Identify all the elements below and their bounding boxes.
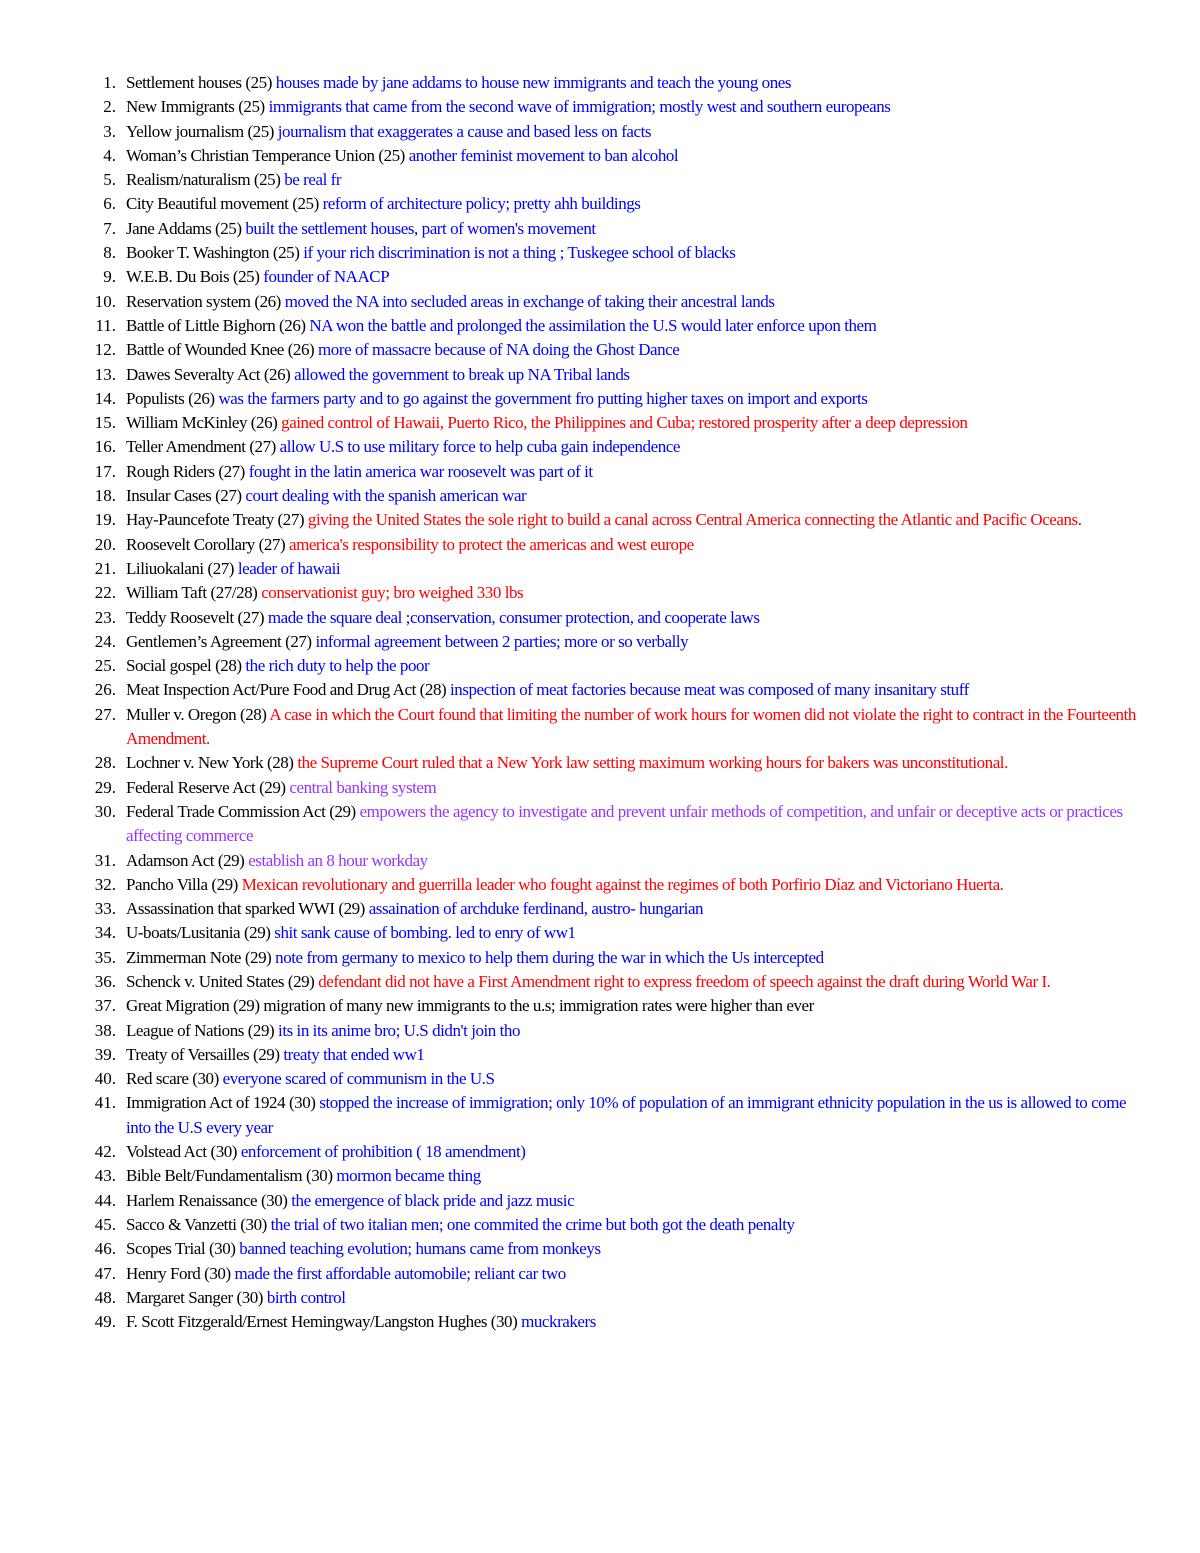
item-number: 36. (94, 971, 116, 991)
list-item (0, 508, 1200, 532)
item-number: 32. (94, 874, 116, 894)
item-number: 42. (94, 1142, 116, 1162)
item-term: W.E.B. Du Bois (25) (126, 267, 264, 287)
item-definition: shit sank cause of bombing. led to enry of ww1 (274, 923, 576, 943)
item-definition: made the square deal ;conservation, consumer protection, and cooperate laws (267, 607, 760, 627)
item-term: Dawes Severalty Act (26) (126, 364, 295, 384)
item-number: 43. (94, 1166, 116, 1186)
item-term: Insular Cases (27) (126, 486, 246, 506)
item-term: Red scare (30) (126, 1069, 223, 1089)
list-item (0, 897, 1200, 921)
item-definition: reform of architecture policy; pretty ahh buildings (322, 194, 641, 214)
item-number: 9. (103, 267, 116, 287)
item-definition: birth control (266, 1287, 346, 1307)
item-definition: if your rich discrimination is not a thing ; Tuskegee school of blacks (303, 243, 736, 263)
list-item (0, 776, 1200, 800)
list-item (0, 1091, 1200, 1140)
list-item (0, 1237, 1200, 1261)
item-definition: treaty that ended ww1 (283, 1044, 425, 1064)
item-term: Bible Belt/Fundamentalism (30) (126, 1166, 337, 1186)
item-number: 41. (94, 1093, 116, 1113)
item-number: 23. (94, 607, 116, 627)
list-item (0, 241, 1200, 265)
item-definition: muckrakers (521, 1312, 596, 1332)
item-number: 27. (94, 704, 116, 724)
item-definition: assaination of archduke ferdinand, austro- hungarian (368, 899, 704, 919)
item-definition: migration of many new immigrants to the u.s; immigration rates were higher than ever (263, 996, 814, 1016)
item-term: New Immigrants (25) (126, 97, 269, 117)
list-item (0, 994, 1200, 1018)
list-item (0, 1286, 1200, 1310)
item-definition: journalism that exaggerates a cause and based less on facts (277, 121, 652, 141)
item-number: 13. (94, 364, 116, 384)
item-term: Woman’s Christian Temperance Union (25) (126, 145, 409, 165)
item-number: 10. (94, 291, 116, 311)
item-definition: america's responsibility to protect the americas and west europe (288, 534, 694, 554)
list-item (0, 557, 1200, 581)
list-item (0, 290, 1200, 314)
item-term: League of Nations (29) (126, 1020, 279, 1040)
item-number: 40. (94, 1069, 116, 1089)
list-item (0, 120, 1200, 144)
list-item (0, 217, 1200, 241)
list-item (0, 192, 1200, 216)
item-term: Schenck v. United States (29) (126, 971, 319, 991)
list-item (0, 1164, 1200, 1188)
item-term: Immigration Act of 1924 (30) (126, 1093, 320, 1113)
item-definition: the trial of two italian men; one commited the crime but both got the death penalty (270, 1214, 795, 1234)
item-definition: made the first affordable automobile; reliant car two (234, 1263, 566, 1283)
item-number: 14. (94, 388, 116, 408)
item-definition: was the farmers party and to go against the government fro putting higher taxes on import and exports (218, 388, 868, 408)
item-term: Teller Amendment (27) (126, 437, 280, 457)
item-number: 12. (94, 340, 116, 360)
item-number: 5. (103, 170, 116, 190)
item-number: 31. (94, 850, 116, 870)
item-definition: note from germany to mexico to help them during the war in which the Us intercepted (275, 947, 824, 967)
list-item (0, 751, 1200, 775)
list-item (0, 265, 1200, 289)
item-definition: inspection of meat factories because meat was composed of many insanitary stuff (450, 680, 969, 700)
item-term: Meat Inspection Act/Pure Food and Drug Act (28) (126, 680, 451, 700)
item-definition: built the settlement houses, part of women's movement (245, 218, 596, 238)
item-term: William Taft (27/28) (126, 583, 262, 603)
item-term: Zimmerman Note (29) (126, 947, 276, 967)
item-term: Muller v. Oregon (28) (126, 704, 270, 724)
item-term: Scopes Trial (30) (126, 1239, 240, 1259)
item-definition: giving the United States the sole right to build a canal across Central America connecting the Atlantic and Pacific Oceans. (307, 510, 1082, 530)
item-number: 24. (94, 631, 116, 651)
item-term: William McKinley (26) (126, 413, 282, 433)
list-item (0, 144, 1200, 168)
list-item (0, 581, 1200, 605)
item-definition: defendant did not have a First Amendment right to express freedom of speech against the draft during World War I. (318, 971, 1051, 991)
item-definition: establish an 8 hour workday (248, 850, 428, 870)
item-number: 34. (94, 923, 116, 943)
item-number: 47. (94, 1263, 116, 1283)
item-term: Assassination that sparked WWI (29) (126, 899, 369, 919)
item-term: Social gospel (28) (126, 656, 246, 676)
item-number: 16. (94, 437, 116, 457)
item-term: Hay-Pauncefote Treaty (27) (126, 510, 308, 530)
list-item (0, 1189, 1200, 1213)
list-item (0, 921, 1200, 945)
list-item (0, 411, 1200, 435)
item-term: Margaret Sanger (30) (126, 1287, 267, 1307)
item-definition: houses made by jane addams to house new immigrants and teach the young ones (275, 73, 792, 92)
list-item (0, 387, 1200, 411)
item-number: 22. (94, 583, 116, 603)
item-number: 1. (103, 73, 116, 92)
list-item (0, 1019, 1200, 1043)
item-definition: leader of hawaii (237, 558, 341, 578)
list-item (0, 435, 1200, 459)
list-item (0, 703, 1200, 752)
item-term: Battle of Little Bighorn (26) (126, 315, 310, 335)
item-term: Harlem Renaissance (30) (126, 1190, 292, 1210)
list-item (0, 1310, 1200, 1334)
item-term: Great Migration (29) (126, 996, 264, 1016)
item-definition: stopped the increase of immigration; only 10% of population of an immigrant ethnicity population in the us is allowed to come into the U.S every year (126, 1093, 1127, 1137)
item-definition: the rich duty to help the poor (245, 656, 430, 676)
item-number: 25. (94, 656, 116, 676)
item-term: Henry Ford (30) (126, 1263, 235, 1283)
item-term: Roosevelt Corollary (27) (126, 534, 289, 554)
item-definition: NA won the battle and prolonged the assimilation the U.S would later enforce upon them (309, 315, 877, 335)
list-item (0, 606, 1200, 630)
list-item (0, 1140, 1200, 1164)
item-number: 37. (94, 996, 116, 1016)
item-number: 28. (94, 753, 116, 773)
item-definition: everyone scared of communism in the U.S (222, 1069, 495, 1089)
item-term: Booker T. Washington (25) (126, 243, 304, 263)
item-term: Yellow journalism (25) (126, 121, 278, 141)
item-number: 17. (94, 461, 116, 481)
item-number: 7. (103, 218, 116, 238)
item-definition: another feminist movement to ban alcohol (408, 145, 679, 165)
item-term: Settlement houses (25) (126, 73, 276, 92)
item-number: 4. (103, 145, 116, 165)
item-definition: allowed the government to break up NA Tribal lands (294, 364, 630, 384)
item-number: 19. (94, 510, 116, 530)
item-definition: enforcement of prohibition ( 18 amendment) (240, 1142, 526, 1162)
item-number: 6. (103, 194, 116, 214)
item-term: Volstead Act (30) (126, 1142, 241, 1162)
list-item (0, 338, 1200, 362)
item-definition: be real fr (284, 170, 342, 190)
item-definition: moved the NA into secluded areas in exchange of taking their ancestral lands (284, 291, 775, 311)
list-item (0, 1262, 1200, 1286)
item-term: U-boats/Lusitania (29) (126, 923, 275, 943)
item-definition: the emergence of black pride and jazz music (291, 1190, 575, 1210)
item-number: 21. (94, 558, 116, 578)
item-number: 3. (103, 121, 116, 141)
item-term: Populists (26) (126, 388, 219, 408)
list-item (0, 1067, 1200, 1091)
list-item (0, 460, 1200, 484)
list-item (0, 654, 1200, 678)
list-item (0, 1213, 1200, 1237)
item-term: Treaty of Versailles (29) (126, 1044, 284, 1064)
item-definition: conservationist guy; bro weighed 330 lbs (261, 583, 524, 603)
item-number: 44. (94, 1190, 116, 1210)
term-list (0, 71, 1200, 1334)
list-item (0, 71, 1200, 95)
item-term: Lochner v. New York (28) (126, 753, 298, 773)
item-term: Reservation system (26) (126, 291, 285, 311)
list-item (0, 630, 1200, 654)
item-term: Pancho Villa (29) (126, 874, 242, 894)
item-number: 49. (94, 1312, 116, 1332)
item-number: 29. (94, 777, 116, 797)
item-definition: gained control of Hawaii, Puerto Rico, the Philippines and Cuba; restored prosperity after a deep depression (281, 413, 968, 433)
item-term: Gentlemen’s Agreement (27) (126, 631, 316, 651)
item-number: 48. (94, 1287, 116, 1307)
item-term: F. Scott Fitzgerald/Ernest Hemingway/Langston Hughes (30) (126, 1312, 522, 1332)
item-definition: Mexican revolutionary and guerrilla leader who fought against the regimes of both Porfirio Díaz and Victoriano Huerta. (241, 874, 1004, 894)
item-term: Liliuokalani (27) (126, 558, 238, 578)
item-number: 35. (94, 947, 116, 967)
item-term: Federal Reserve Act (29) (126, 777, 290, 797)
item-term: Sacco & Vanzetti (30) (126, 1214, 271, 1234)
list-item (0, 873, 1200, 897)
item-number: 45. (94, 1214, 116, 1234)
item-number: 20. (94, 534, 116, 554)
item-number: 11. (95, 315, 116, 335)
item-number: 18. (94, 486, 116, 506)
item-term: Teddy Roosevelt (27) (126, 607, 268, 627)
item-term: Rough Riders (27) (126, 461, 249, 481)
item-number: 39. (94, 1044, 116, 1064)
list-item (0, 533, 1200, 557)
list-item (0, 849, 1200, 873)
item-definition: fought in the latin america war roosevelt was part of it (248, 461, 593, 481)
list-item (0, 363, 1200, 387)
item-definition: more of massacre because of NA doing the Ghost Dance (318, 340, 680, 360)
item-term: Battle of Wounded Knee (26) (126, 340, 319, 360)
item-definition: A case in which the Court found that limiting the number of work hours for women did not violate the right to contract in the Fourteenth Amendment. (126, 704, 1136, 749)
item-definition: court dealing with the spanish american war (245, 486, 527, 506)
list-item (0, 314, 1200, 338)
item-number: 46. (94, 1239, 116, 1259)
item-number: 30. (94, 801, 116, 821)
item-term: City Beautiful movement (25) (126, 194, 323, 214)
list-item (0, 168, 1200, 192)
list-item (0, 1043, 1200, 1067)
item-definition: central banking system (289, 777, 437, 797)
item-number: 2. (103, 97, 116, 117)
item-definition: informal agreement between 2 parties; more or so verbally (315, 631, 689, 651)
item-term: Federal Trade Commission Act (29) (126, 801, 360, 821)
item-definition: founder of NAACP (263, 267, 390, 287)
list-item (0, 946, 1200, 970)
list-item (0, 484, 1200, 508)
item-definition: mormon became thing (336, 1166, 481, 1186)
item-number: 8. (103, 243, 116, 263)
item-definition: its in its anime bro; U.S didn't join tho (278, 1020, 521, 1040)
list-item (0, 800, 1200, 849)
item-number: 26. (94, 680, 116, 700)
list-item (0, 678, 1200, 702)
item-definition: banned teaching evolution; humans came from monkeys (239, 1239, 601, 1259)
item-number: 33. (94, 899, 116, 919)
list-item (0, 95, 1200, 119)
item-number: 38. (94, 1020, 116, 1040)
item-term: Jane Addams (25) (126, 218, 246, 238)
item-definition: empowers the agency to investigate and prevent unfair methods of competition, and unfair or deceptive acts or practices affecting commerce (126, 801, 1123, 846)
item-definition: immigrants that came from the second wave of immigration; mostly west and southern europeans (268, 97, 891, 117)
item-definition: allow U.S to use military force to help cuba gain independence (279, 437, 680, 457)
list-item (0, 970, 1200, 994)
item-term: Realism/naturalism (25) (126, 170, 285, 190)
item-number: 15. (94, 413, 116, 433)
item-definition: the Supreme Court ruled that a New York law setting maximum working hours for bakers was unconstitutional. (297, 753, 1008, 773)
item-term: Adamson Act (29) (126, 850, 249, 870)
